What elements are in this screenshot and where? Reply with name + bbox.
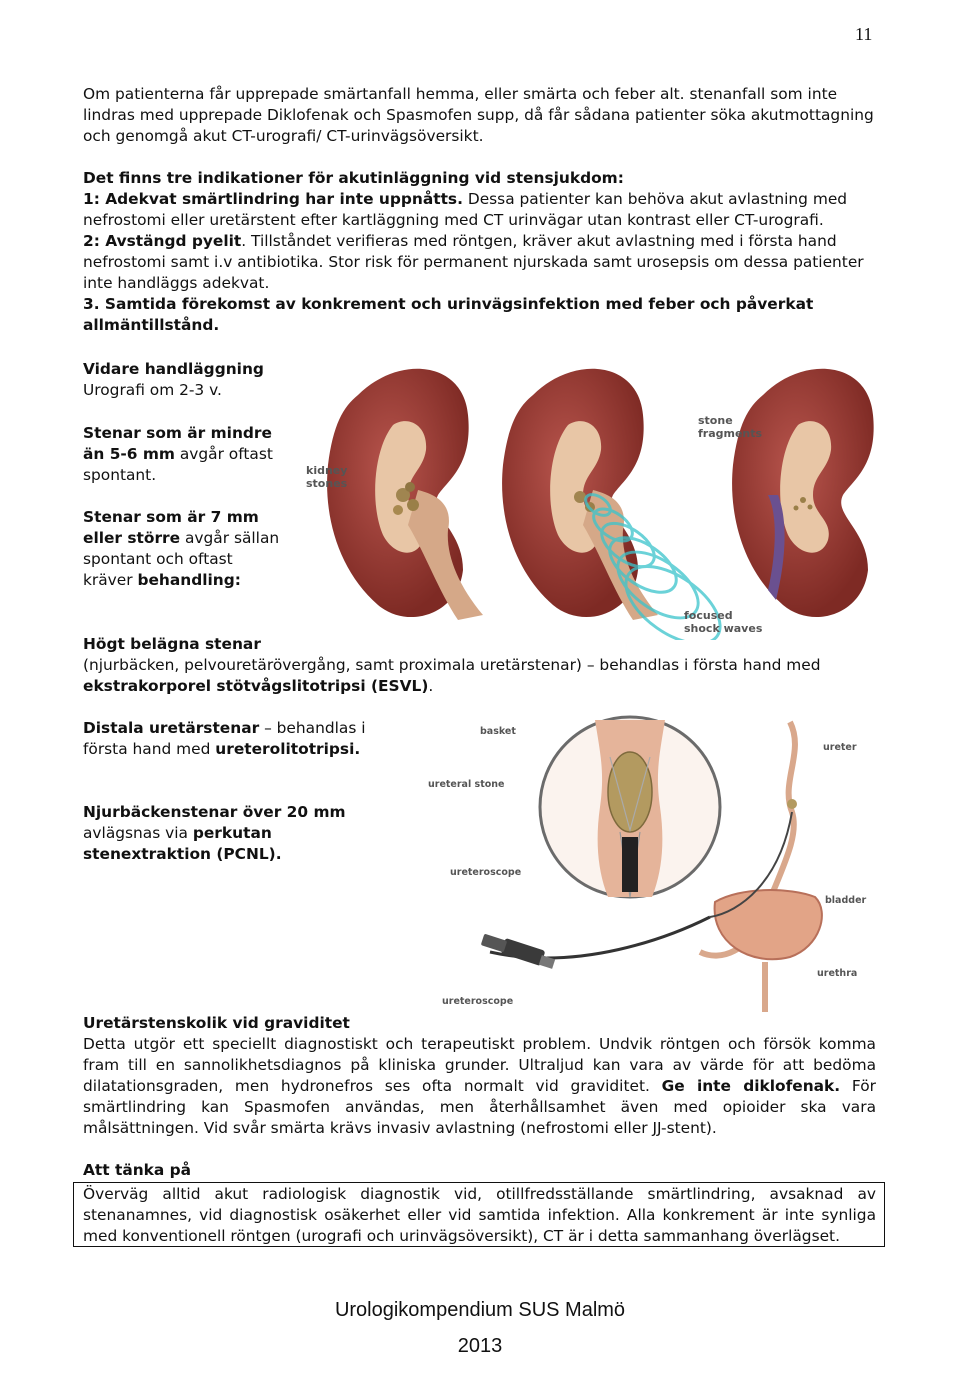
shock-waves-label: focused [684,609,733,622]
pcnl-method: perkutan [192,824,272,842]
distal-heading: Distala uretärstenar [83,719,260,737]
stone-fragments-label: stone [698,414,733,427]
no-diclofenac-warning: Ge inte diklofenak. [661,1077,841,1095]
basket-label: basket [480,726,516,737]
pcnl-text: avlägsnas via [83,824,193,842]
pregnancy-line: dilatationsgraden, men hydronefros ses ofta normalt vid graviditet. [83,1077,662,1095]
ureteroscope-label: ureteroscope [450,867,522,878]
ureteroscopy-illustration [420,712,882,1012]
distal-text: första hand med [83,740,216,758]
high-stones-section [83,634,878,697]
large-stones-text: Stenar som är 7 mm [83,508,259,526]
small-stones-text: spontant. [83,466,157,484]
distal-text: – behandlas i [259,719,366,737]
indications-heading: Det finns tre indikationer för akutinläggning vid stensjukdom: [83,169,624,187]
urografi-text: Urografi om 2-3 v. [83,381,222,399]
urethra-label: urethra [817,968,858,979]
kidney-stones-label: kidney [306,464,348,477]
high-stones-heading: Högt belägna stenar [83,635,261,653]
small-stones-text: avgår oftast [174,445,273,463]
stone-fragments-label: fragments [698,427,763,440]
footer-year: 2013 [457,1335,503,1357]
indication-2-text: inte handläggs adekvat. [83,274,270,292]
ureteral-stone-label: ureteral stone [428,779,505,790]
kidney-with-stones [327,369,483,620]
esvl-label: ekstrakorporel stötvågslitotripsi (ESVL) [83,677,429,695]
bladder-label: bladder [825,895,867,906]
intro-line: Om patienterna får upprepade smärtanfall hemma, eller smärta och feber alt. stenanfall som inte [83,85,838,103]
stone-in-ureter [787,799,797,809]
ureterolithotripsy-label: ureterolitotripsi. [215,740,361,758]
ureteral-stone [608,752,652,832]
large-stones-text: kräver [83,571,138,589]
pcnl-section [83,802,413,865]
punctuation: . [428,677,434,695]
intro-paragraph [83,84,878,147]
large-stones-text: avgår sällan [180,529,280,547]
think-line: stenanamnes, vid diagnostisk osäkerhet eller vid samtida infektion. Alla konkrement är inte synliga [83,1206,876,1224]
ureteroscope-tip [622,837,638,892]
pregnancy-line: fram till en sannolikhetsdiagnos på kliniska grunder. Ultraljud kan vara av värde för att bedöma [83,1056,876,1074]
distal-stones-section [83,718,413,760]
pregnancy-line: Detta utgör ett speciellt diagnostiskt och terapeutiskt problem. Undvik röntgen och försök komma [83,1035,876,1053]
think-text [83,1184,876,1247]
indication-3-title: 3. Samtida förekomst av konkrement och urinvägsinfektion med feber och påverkat [83,295,814,313]
pcnl-method: stenextraktion (PCNL). [83,845,282,863]
management-section [83,359,293,591]
think-line: Överväg alltid akut radiologisk diagnostik vid, otillfredsställande smärtlindring, avsaknad av [83,1185,876,1203]
intro-line: lindras med upprepade Diklofenak och Spasmofen supp, då får sådana patienter söka akutmottagning [83,106,874,124]
management-heading: Vidare handläggning [83,360,264,378]
pcnl-heading: Njurbäckenstenar över 20 mm [83,803,346,821]
indications-section [83,168,878,336]
footer-title: Urologikompendium SUS Malmö [334,1299,626,1321]
pregnancy-section [83,1013,876,1139]
indication-3-title: allmäntillstånd. [83,316,220,334]
shock-waves-label: shock waves [684,622,763,635]
kidney-stones-label: stones [306,477,348,490]
pregnancy-line: För [840,1077,876,1095]
indication-1-text: nefrostomi eller uretärstent efter kartläggning med CT urinvägar utan kontrast eller CT-urografi. [83,211,824,229]
pregnancy-line: målsättningen. Vid svår smärta krävs invasiv avlastning (nefrostomi eller JJ-stent). [83,1119,717,1137]
small-stones-text: Stenar som är mindre [83,424,272,442]
pregnancy-heading: Uretärstenskolik vid graviditet [83,1014,350,1032]
intro-line: och genomgå akut CT-urografi/ CT-urinvägsöversikt. [83,127,484,145]
small-stones-size: än 5-6 mm [83,445,175,463]
kidney-eswl-illustration [298,355,898,640]
think-line: med konventionell röntgen (urografi och urinvägsöversikt), CT är i detta sammanhang överlägset. [83,1227,840,1245]
pregnancy-line: smärtlindring kan Spasmofen användas, men återhållsamhet även med opioider ska vara [83,1098,876,1116]
kidney-stone-fragments [732,369,874,617]
bladder-shape [715,890,822,959]
indication-2-title: 2: Avstängd pyelit [83,232,242,250]
think-heading: Att tänka på [83,1161,192,1179]
indication-2-text: . Tillståndet verifieras med röntgen, kräver akut avlastning med i första hand [241,232,837,250]
high-stones-text: (njurbäcken, pelvouretärövergång, samt proximala uretärstenar) – behandlas i första hand med [83,656,821,674]
ureter-label: ureter [823,742,857,753]
indication-1-text: Dessa patienter kan behöva akut avlastning med [462,190,848,208]
large-stones-size: eller större [83,529,181,547]
treatment-label: behandling: [137,571,241,589]
indication-2-text: nefrostomi samt i.v antibiotika. Stor risk för permanent njurskada samt urosepsis om dessa patienter [83,253,864,271]
ureteroscope-label: ureteroscope [442,996,514,1007]
page-number: 11 [855,24,873,44]
indication-1-title: 1: Adekvat smärtlindring har inte uppnåtts. [83,190,463,208]
large-stones-text: spontant och oftast [83,550,233,568]
